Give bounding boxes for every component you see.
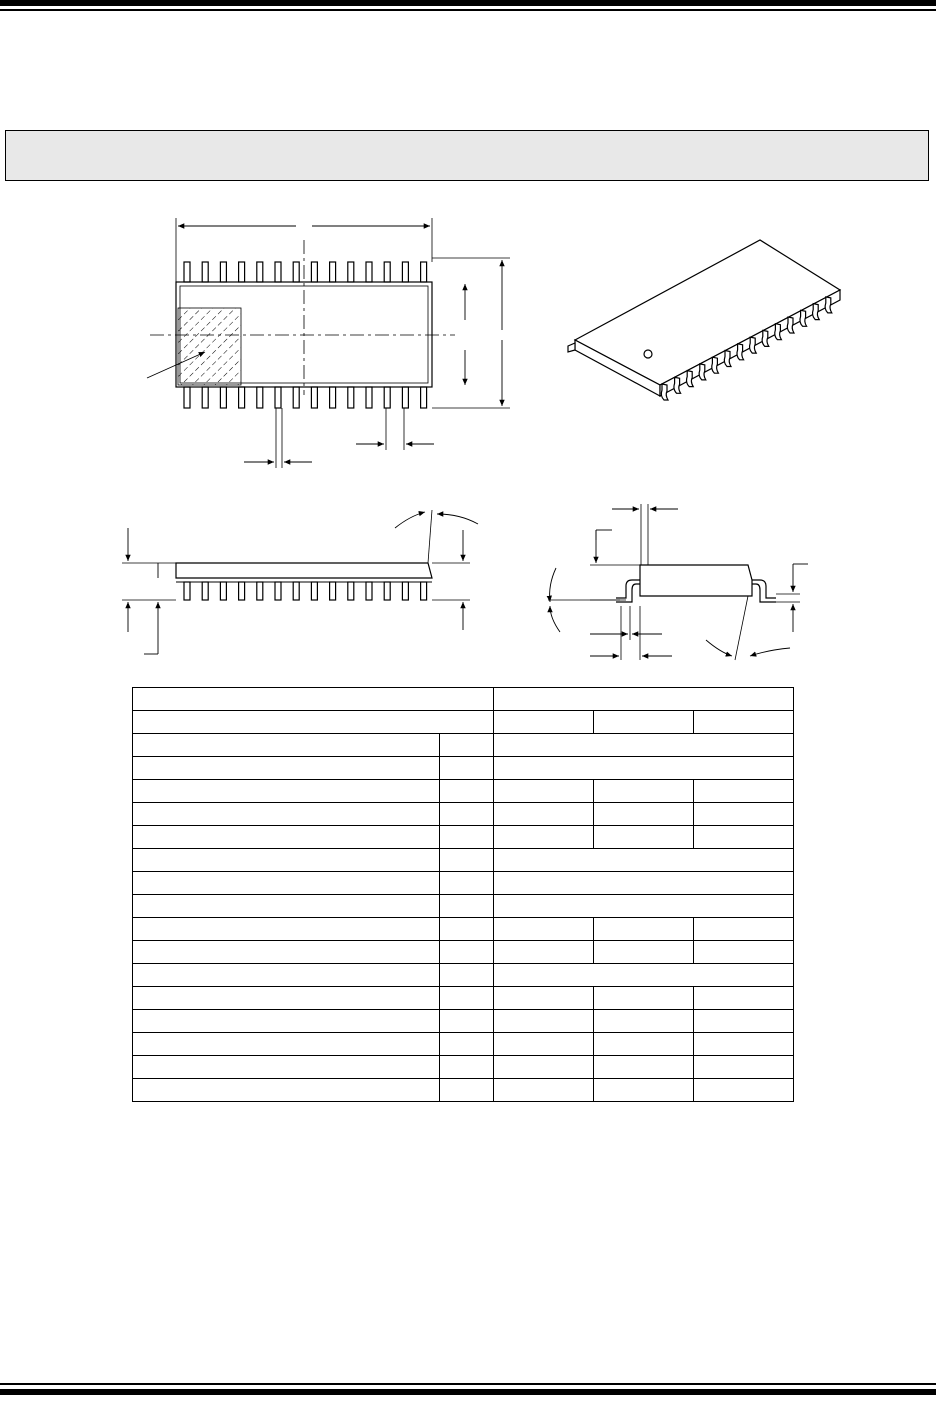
- table-cell: [133, 1079, 440, 1102]
- table-cell: [494, 1033, 594, 1056]
- lead: [257, 387, 263, 408]
- table-cell: [133, 895, 440, 918]
- table-cell: [494, 987, 594, 1010]
- lead: [275, 262, 281, 282]
- lead: [699, 364, 706, 380]
- lead: [384, 582, 390, 600]
- table-cell: [594, 918, 694, 941]
- lead: [674, 377, 681, 393]
- table-row: [133, 711, 794, 734]
- table-row: [133, 803, 794, 826]
- lead: [421, 262, 427, 282]
- table-cell: [494, 803, 594, 826]
- lead: [402, 582, 408, 600]
- table-cell: [440, 1010, 494, 1033]
- table-row: [133, 1056, 794, 1079]
- lead: [184, 582, 190, 600]
- table-cell: [594, 826, 694, 849]
- end-lead-left: [616, 580, 640, 598]
- pin1-index-area: [178, 308, 241, 385]
- table-cell: [133, 688, 494, 711]
- table-cell: [440, 780, 494, 803]
- table-row: [133, 895, 794, 918]
- table-cell: [133, 803, 440, 826]
- lead: [348, 582, 354, 600]
- table-row: [133, 964, 794, 987]
- table-cell: [133, 711, 494, 734]
- table-cell: [440, 1033, 494, 1056]
- table-cell: [440, 872, 494, 895]
- table-cell: [133, 734, 440, 757]
- lead: [366, 387, 372, 408]
- table-cell: [494, 711, 594, 734]
- end-lead-right: [752, 580, 776, 598]
- table-cell: [594, 711, 694, 734]
- table-cell: [133, 987, 440, 1010]
- table-cell: [440, 1079, 494, 1102]
- lead: [787, 317, 794, 333]
- lead: [825, 297, 832, 313]
- table-cell: [494, 734, 794, 757]
- table-cell: [440, 757, 494, 780]
- table-cell: [494, 1079, 594, 1102]
- isometric-view: [568, 240, 840, 400]
- lead: [220, 262, 226, 282]
- lead: [184, 387, 190, 408]
- table-cell: [133, 1010, 440, 1033]
- table-cell: [133, 780, 440, 803]
- table-row: [133, 918, 794, 941]
- table-cell: [440, 941, 494, 964]
- table-cell: [494, 849, 794, 872]
- table-cell: [694, 711, 794, 734]
- lead: [275, 582, 281, 600]
- lead: [687, 371, 694, 387]
- table-cell: [440, 826, 494, 849]
- lead: [750, 337, 757, 353]
- table-cell: [694, 1033, 794, 1056]
- lead: [402, 387, 408, 408]
- lead: [239, 582, 245, 600]
- table-cell: [494, 964, 794, 987]
- table-cell: [133, 826, 440, 849]
- lead: [421, 582, 427, 600]
- table-cell: [594, 1056, 694, 1079]
- table-cell: [494, 895, 794, 918]
- table-cell: [440, 964, 494, 987]
- table-cell: [594, 780, 694, 803]
- top-view: [147, 218, 510, 468]
- lead: [348, 262, 354, 282]
- table-row: [133, 688, 794, 711]
- table-cell: [494, 826, 594, 849]
- table-cell: [440, 734, 494, 757]
- lead: [762, 330, 769, 346]
- table-cell: [594, 987, 694, 1010]
- table-row: [133, 734, 794, 757]
- table-cell: [440, 1056, 494, 1079]
- table-row: [133, 826, 794, 849]
- table-cell: [440, 987, 494, 1010]
- table-row: [133, 1010, 794, 1033]
- table-cell: [440, 803, 494, 826]
- table-cell: [133, 872, 440, 895]
- table-cell: [694, 780, 794, 803]
- table-cell: [133, 941, 440, 964]
- top-leads-lower: [184, 387, 427, 408]
- table-cell: [694, 918, 794, 941]
- table-row: [133, 849, 794, 872]
- table-cell: [594, 1033, 694, 1056]
- side-body: [176, 563, 432, 578]
- table-cell: [133, 918, 440, 941]
- table-row: [133, 1079, 794, 1102]
- end-view: [548, 504, 808, 660]
- table-cell: [594, 1079, 694, 1102]
- lead: [239, 262, 245, 282]
- table-cell: [694, 987, 794, 1010]
- table-cell: [133, 757, 440, 780]
- lead: [311, 262, 317, 282]
- lead: [311, 582, 317, 600]
- table-cell: [133, 964, 440, 987]
- table-cell: [133, 1033, 440, 1056]
- lead: [661, 384, 668, 400]
- table-row: [133, 941, 794, 964]
- table-row: [133, 872, 794, 895]
- lead: [293, 582, 299, 600]
- table-cell: [694, 803, 794, 826]
- lead: [293, 387, 299, 408]
- lead: [712, 357, 719, 373]
- table-cell: [594, 1010, 694, 1033]
- lead: [366, 262, 372, 282]
- table-cell: [694, 1079, 794, 1102]
- table-cell: [694, 941, 794, 964]
- lead: [421, 387, 427, 408]
- lead: [813, 304, 820, 320]
- lead: [348, 387, 354, 408]
- lead: [184, 262, 190, 282]
- bottom-thin-rule: [0, 1383, 936, 1385]
- lead: [293, 262, 299, 282]
- table-cell: [494, 1010, 594, 1033]
- table-cell: [694, 1056, 794, 1079]
- lead: [257, 582, 263, 600]
- lead: [202, 262, 208, 282]
- table-row: [133, 987, 794, 1010]
- bottom-thick-rule: [0, 1389, 936, 1395]
- table-cell: [494, 918, 594, 941]
- lead: [402, 262, 408, 282]
- table-cell: [594, 941, 694, 964]
- lead: [239, 387, 245, 408]
- table-cell: [494, 688, 794, 711]
- lead: [202, 387, 208, 408]
- lead: [311, 387, 317, 408]
- top-leads-upper: [184, 262, 427, 282]
- lead: [330, 387, 336, 408]
- lead: [330, 262, 336, 282]
- table-row: [133, 757, 794, 780]
- table-cell: [440, 918, 494, 941]
- lead: [775, 324, 782, 340]
- lead: [330, 582, 336, 600]
- lead: [384, 262, 390, 282]
- table-cell: [133, 1056, 440, 1079]
- lead: [202, 582, 208, 600]
- lead: [724, 351, 731, 367]
- lead: [257, 262, 263, 282]
- package-drawing: [0, 0, 936, 680]
- lead: [384, 387, 390, 408]
- table-cell: [594, 803, 694, 826]
- table-cell: [494, 780, 594, 803]
- side-view: [122, 510, 478, 654]
- table-cell: [694, 826, 794, 849]
- lead: [220, 387, 226, 408]
- dimensions-table: [132, 687, 794, 1102]
- table-cell: [133, 849, 440, 872]
- table-row: [133, 1033, 794, 1056]
- lead: [800, 310, 807, 326]
- lead: [275, 387, 281, 408]
- table-cell: [694, 1010, 794, 1033]
- lead: [737, 344, 744, 360]
- table-cell: [494, 757, 794, 780]
- end-body: [640, 565, 752, 596]
- lead: [220, 582, 226, 600]
- table-cell: [494, 872, 794, 895]
- table-cell: [494, 941, 594, 964]
- lead: [366, 582, 372, 600]
- table-cell: [440, 895, 494, 918]
- table-cell: [440, 849, 494, 872]
- table-row: [133, 780, 794, 803]
- side-leads: [184, 582, 427, 600]
- table-cell: [494, 1056, 594, 1079]
